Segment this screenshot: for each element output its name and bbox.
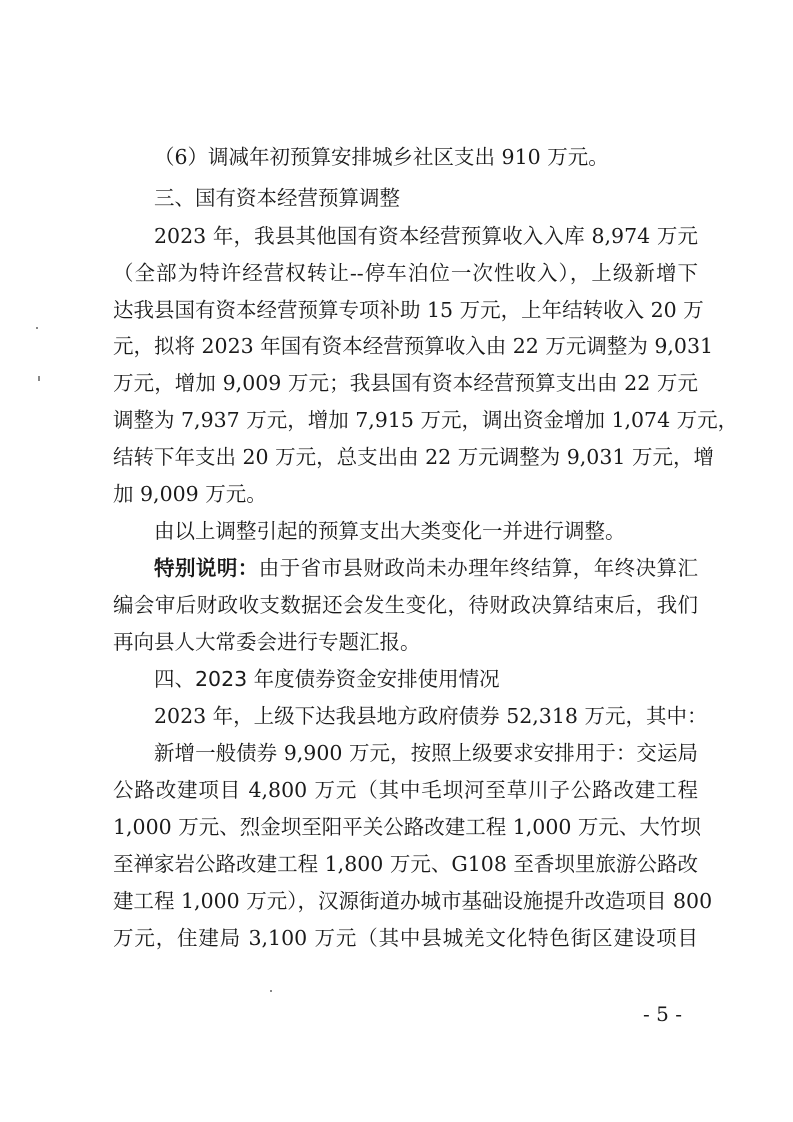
special-note-label: 特别说明： <box>154 556 259 580</box>
text-line: 万元，住建局 3,100 万元（其中县城羌文化特色街区建设项目 <box>113 926 698 950</box>
text-line: 编会审后财政收支数据还会发生变化，待财政决算结束后，我们 <box>113 593 698 617</box>
page-number: - 5 - <box>643 1002 682 1026</box>
text-line: （全部为特许经营权转让--停车泊位一次性收入），上级新增下 <box>113 261 698 285</box>
special-note-line <box>154 553 698 583</box>
text-line: 结转下年支出 20 万元，总支出由 22 万元调整为 9,031 万元，增 <box>113 445 714 469</box>
text-line: 万元，增加 9,009 万元；我县国有资本经营预算支出由 22 万元 <box>113 371 698 395</box>
scan-speck <box>38 376 40 381</box>
text-line: 元，拟将 2023 年国有资本经营预算收入由 22 万元调整为 9,031 <box>113 334 714 358</box>
text-line: 建工程 1,000 万元），汉源街道办城市基础设施提升改造项目 800 <box>113 889 713 913</box>
text-line: 调整为 7,937 万元，增加 7,915 万元，调出资金增加 1,074 万元， <box>113 408 739 432</box>
section-heading: 三、国有资本经营预算调整 <box>154 186 400 210</box>
special-note-text: 由于省市县财政尚未办理年终结算，年终决算汇 <box>258 556 699 580</box>
text-line: 新增一般债券 9,900 万元，按照上级要求安排用于：交运局 <box>154 741 698 765</box>
text-line: 公路改建项目 4,800 万元（其中毛坝河至草川子公路改建工程 <box>113 778 698 802</box>
text-line: 达我县国有资本经营预算专项补助 15 万元，上年结转收入 20 万 <box>113 298 704 322</box>
text-line: 加 9,009 万元。 <box>113 482 267 506</box>
text-line: （6）调减年初预算安排城乡社区支出 910 万元。 <box>154 145 609 169</box>
text-line: 2023 年，上级下达我县地方政府债券 52,318 万元，其中： <box>154 704 708 728</box>
text-line: 2023 年，我县其他国有资本经营预算收入入库 8,974 万元 <box>154 224 698 248</box>
text-line: 至禅家岩公路改建工程 1,800 万元、G108 至香坝里旅游公路改 <box>113 852 698 876</box>
text-line: 再向县人大常委会进行专题汇报。 <box>113 630 421 654</box>
scan-speck <box>270 990 272 992</box>
scan-speck <box>36 327 38 329</box>
text-line: 1,000 万元、烈金坝至阳平关公路改建工程 1,000 万元、大竹坝 <box>113 815 701 839</box>
section-heading: 四、2023 年度债券资金安排使用情况 <box>154 667 500 691</box>
text-line: 由以上调整引起的预算支出大类变化一并进行调整。 <box>154 519 626 543</box>
